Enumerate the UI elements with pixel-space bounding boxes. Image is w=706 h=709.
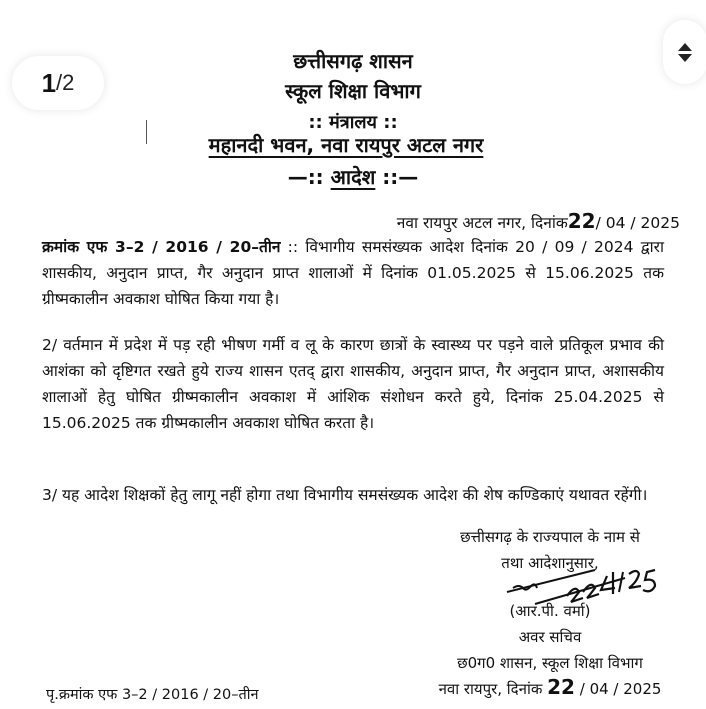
order-title-prefix: —::	[287, 165, 331, 189]
page-separator: /	[56, 70, 63, 95]
signatory-department: छ0ग0 शासन, स्कूल शिक्षा विभाग	[457, 654, 643, 672]
endorsement-reference: पृ.क्रमांक एफ 3–2 / 2016 / 20–तीन	[46, 687, 259, 703]
signature-place: नवा रायपुर, दिनांक	[438, 680, 548, 698]
signature-place-date	[430, 674, 670, 702]
current-page-number: 1	[41, 67, 57, 98]
header-department: स्कूल शिक्षा विभाग	[285, 79, 421, 103]
paragraph-1	[42, 234, 664, 312]
dateline-month-year: / 04 / 2025	[595, 214, 680, 232]
signature-authority-line: छत्तीसगढ़ के राज्यपाल के नाम से	[460, 528, 640, 546]
header-ministry: :: मंत्रालय ::	[308, 112, 398, 133]
order-title: आदेश	[330, 165, 376, 189]
header-address: महानदी भवन, नवा रायपुर अटल नगर	[208, 133, 484, 157]
dateline-place: नवा रायपुर अटल नगर, दिनांक	[396, 214, 568, 232]
signature-order-line: तथा आदेशानुसार,	[501, 554, 599, 572]
header-order-title	[0, 163, 706, 190]
order-reference-number: क्रमांक एफ 3–2 / 2016 / 20–तीन	[42, 238, 281, 256]
signature-day: 22	[547, 675, 575, 699]
signatory-name: (आर.पी. वर्मा)	[509, 602, 591, 620]
total-pages: 2	[62, 70, 75, 95]
header-government: छत्तीसगढ़ शासन	[293, 49, 413, 73]
dateline	[397, 208, 680, 236]
signatory-designation: अवर सचिव	[518, 628, 582, 646]
paragraph-1-text: :: विभागीय समसंख्यक आदेश दिनांक 20 / 09 / 2024 द्वारा शासकीय, अनुदान प्राप्त, गैर अनुदान प्राप्त शालाओं में दिनांक 01.05.2025 से 15.06.2025 तक ग्रीष्मकालीन अवकाश घोषित किया गया है।	[42, 238, 664, 308]
paragraph-3: 3/ यह आदेश शिक्षकों हेतु लागू नहीं होगा तथा विभागीय समसंख्यक आदेश की शेष कण्डिकाएं यथावत रहेंगी।	[42, 486, 648, 504]
paragraph-2: 2/ वर्तमान में प्रदेश में पड़ रही भीषण गर्मी व लू के कारण छात्रों के स्वास्थ्य पर पड़ने वाले प्रतिकूल प्रभाव की आशंका को दृष्टिगत रखते हुये राज्य शासन एतद् द्वारा शासकीय, अनुदान प्राप्त, गैर अनुदान प्राप्त, अशासकीय शालाओं हेतु घोषित ग्रीष्मकालीन अवकाश में आंशिक संशोधन करते हुये, दिनांक 25.04.2025 से 15.06.2025 तक ग्रीष्मकालीन अवकाश घोषित करता है।	[42, 336, 664, 432]
margin-mark	[146, 120, 147, 144]
signature-month-year: / 04 / 2025	[574, 680, 662, 698]
order-title-suffix: ::—	[375, 165, 419, 189]
dateline-day: 22	[567, 209, 596, 233]
